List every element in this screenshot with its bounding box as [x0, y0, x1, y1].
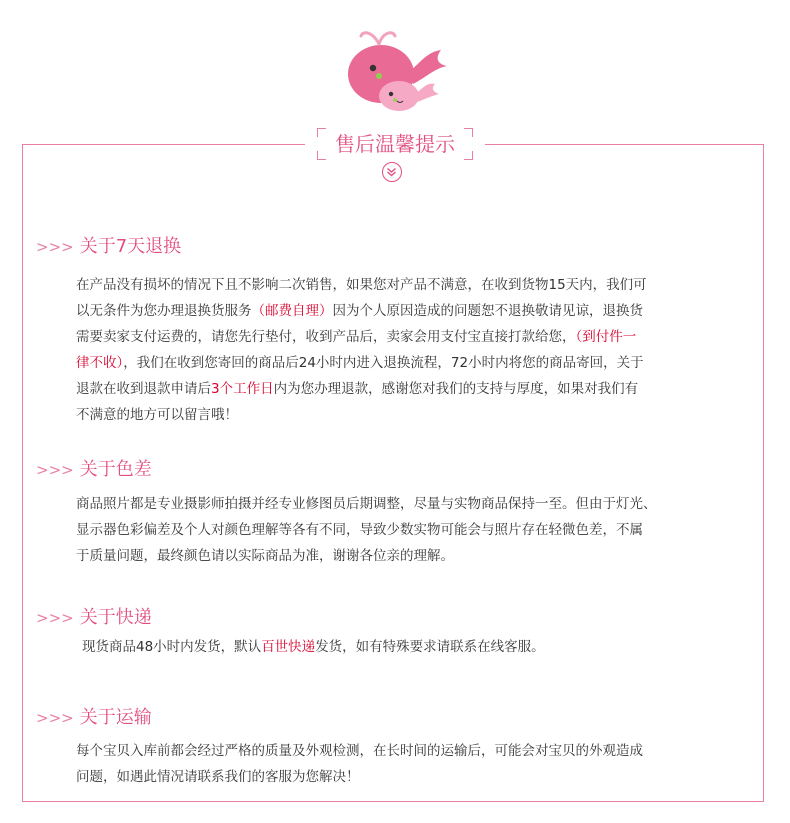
text-line: 显示器色彩偏差及个人对颜色理解等各有不同，导致少数实物可能会与照片存在轻微色差，不属 — [76, 522, 643, 538]
text-line: 在产品没有损坏的情况下且不影响二次销售，如果您对产品不满意，在收到货物15天内，我们可 — [76, 277, 647, 293]
text-line: 现货商品48小时内发货，默认百世快递发货，如有特殊要求请联系在线客服。 — [82, 639, 545, 655]
text-line: 律不收），我们在收到您寄回的商品后24小时内进入退换流程，72小时内将您的商品寄回，关于 — [76, 355, 644, 371]
highlight-text: （到付件一 — [575, 329, 637, 345]
arrows-icon: >>> — [36, 461, 74, 479]
section-title: 关于7天退换 — [79, 236, 182, 257]
bracket-corner — [317, 151, 326, 160]
arrows-icon: >>> — [36, 709, 74, 727]
highlight-text: 3个工作日 — [211, 381, 274, 397]
section-body-transport — [76, 738, 746, 790]
highlight-text: （邮费自理） — [251, 303, 333, 319]
text-line: 每个宝贝入库前都会经过严格的质量及外观检测，在长时间的运输后，可能会对宝贝的外观造成 — [76, 743, 643, 759]
bracket-corner — [317, 128, 326, 137]
section-heading-transport — [36, 704, 152, 732]
arrows-icon: >>> — [36, 238, 74, 256]
arrows-icon: >>> — [36, 609, 74, 627]
section-heading-returns — [36, 233, 181, 261]
text-line: 退款在收到退款申请后3个工作日内为您办理退款，感谢您对我们的支持与厚度，如果对我们有 — [76, 381, 639, 397]
section-title: 关于运输 — [79, 707, 152, 728]
bracket-corner — [464, 151, 473, 160]
whale-icon — [343, 22, 453, 118]
section-title: 关于快递 — [79, 607, 152, 628]
text-line: 于质量问题，最终颜色请以实际商品为准，谢谢各位亲的理解。 — [76, 548, 454, 564]
section-body-returns — [76, 272, 746, 428]
highlight-text: 律不收） — [76, 355, 124, 371]
text-line: 商品照片都是专业摄影师拍摄并经专业修图员后期调整，尽量与实物商品保持一至。但由于灯光、 — [76, 496, 657, 512]
section-heading-shipping — [36, 604, 152, 632]
text-line: 以无条件为您办理退换货服务（邮费自理）因为个人原因造成的问题恕不退换敬请见谅，退换货 — [76, 303, 643, 319]
section-title: 关于色差 — [79, 459, 152, 480]
title-area — [305, 126, 485, 162]
text-line: 需要卖家支付运费的，请您先行垫付，收到产品后，卖家会用支付宝直接打款给您，（到付件一 — [76, 329, 637, 345]
page-title — [317, 128, 473, 160]
section-body-color — [76, 491, 746, 569]
chevron-down-icon — [382, 162, 402, 182]
bracket-corner — [464, 128, 473, 137]
section-heading-color — [36, 456, 152, 484]
highlight-text: 百世快递 — [261, 639, 316, 655]
text-line: 问题，如遇此情况请联系我们的客服为您解决！ — [76, 769, 360, 785]
section-body-shipping — [82, 634, 752, 660]
page-title-text: 售后温馨提示 — [335, 132, 455, 156]
text-line: 不满意的地方可以留言哦！ — [76, 407, 238, 423]
